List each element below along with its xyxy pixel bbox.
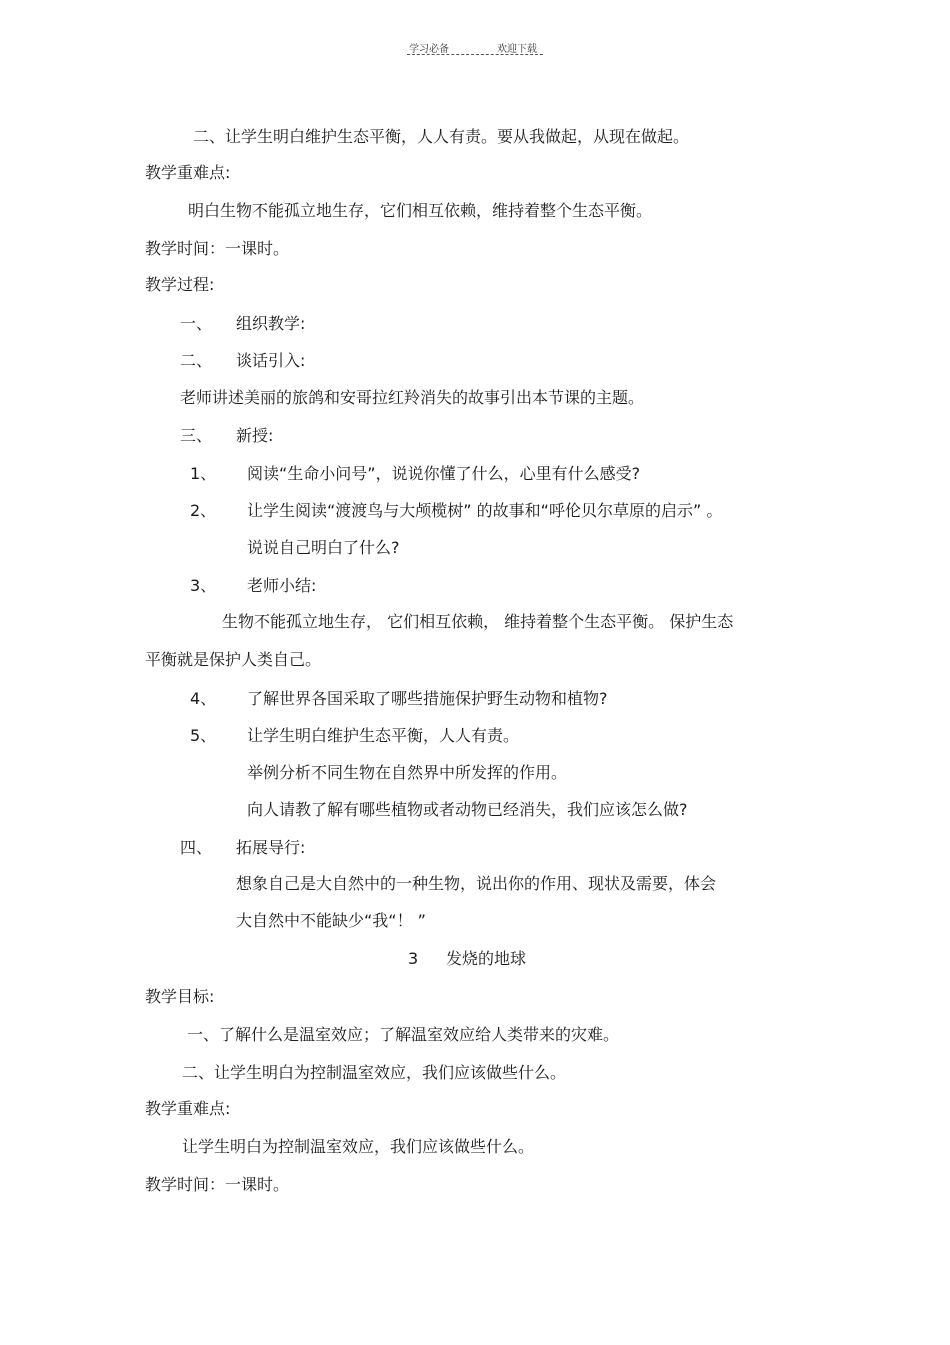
lesson-number: 3 <box>408 949 419 968</box>
objective-two: 二、让学生明白维护生态平衡，人人有责。要从我做起，从现在做起。 <box>193 127 690 146</box>
summary-line-one: 生物不能孤立地生存， 它们相互依赖， 维持着整个生态平衡。 保护生态 <box>222 612 734 631</box>
lesson-title: 发烧的地球 <box>446 949 527 968</box>
summary-line-two: 平衡就是保护人类自己。 <box>145 650 322 669</box>
item-five-text: 让学生明白维护生态平衡，人人有责。 <box>247 726 520 745</box>
key-points-heading-2: 教学重难点: <box>145 1099 231 1118</box>
teaching-time: 教学时间：一课时。 <box>145 239 290 258</box>
key-points-heading: 教学重难点: <box>145 163 231 182</box>
item-four-text: 了解世界各国采取了哪些措施保护野生动物和植物? <box>247 689 608 708</box>
section-four-number: 四、 <box>180 838 213 857</box>
section-one-title: 组织教学: <box>236 314 306 333</box>
item-five-continuation-one: 举例分析不同生物在自然界中所发挥的作用。 <box>247 763 568 782</box>
header-left-text: 学习必备 <box>409 44 449 55</box>
section-four-title: 拓展导行: <box>236 838 306 857</box>
item-five-continuation-two: 向人请教了解有哪些植物或者动物已经消失，我们应该怎么做? <box>247 800 688 819</box>
item-three-text: 老师小结: <box>247 576 317 595</box>
section-three-title: 新授: <box>236 426 274 445</box>
item-two-continuation: 说说自己明白了什么? <box>247 538 400 557</box>
teaching-process-heading: 教学过程: <box>145 275 215 294</box>
section-two-title: 谈话引入: <box>236 351 306 370</box>
item-three-number: 3、 <box>190 576 217 595</box>
key-points-text-2: 让学生明白为控制温室效应，我们应该做些什么。 <box>182 1137 535 1156</box>
item-one-number: 1、 <box>190 464 217 483</box>
teaching-goals-heading: 教学目标: <box>145 987 215 1006</box>
goal-one: 一、了解什么是温室效应；了解温室效应给人类带来的灾难。 <box>187 1025 620 1044</box>
section-one-number: 一、 <box>180 314 213 333</box>
item-five-number: 5、 <box>190 726 217 745</box>
header-divider <box>407 54 543 55</box>
section-four-text-two: 大自然中不能缺少“我“！ ” <box>236 911 426 930</box>
section-three-number: 三、 <box>180 426 213 445</box>
header-right-text: 欢迎下载 <box>497 44 537 55</box>
key-points-text: 明白生物不能孤立地生存，它们相互依赖，维持着整个生态平衡。 <box>188 201 653 220</box>
item-two-number: 2、 <box>190 501 217 520</box>
item-four-number: 4、 <box>190 689 217 708</box>
goal-two: 二、让学生明白为控制温室效应，我们应该做些什么。 <box>182 1063 567 1082</box>
item-two-text: 让学生阅读“渡渡鸟与大颅榄树” 的故事和“呼伦贝尔草原的启示” 。 <box>247 501 723 520</box>
introduction-text: 老师讲述美丽的旅鸽和安哥拉红羚消失的故事引出本节课的主题。 <box>180 388 645 407</box>
teaching-time-2: 教学时间：一课时。 <box>145 1175 290 1194</box>
item-one-text: 阅读“生命小问号”，说说你懂了什么，心里有什么感受? <box>247 464 641 483</box>
section-four-text-one: 想象自己是大自然中的一种生物，说出你的作用、现状及需要，体会 <box>236 874 717 893</box>
section-two-number: 二、 <box>180 351 213 370</box>
page-header <box>407 38 543 58</box>
